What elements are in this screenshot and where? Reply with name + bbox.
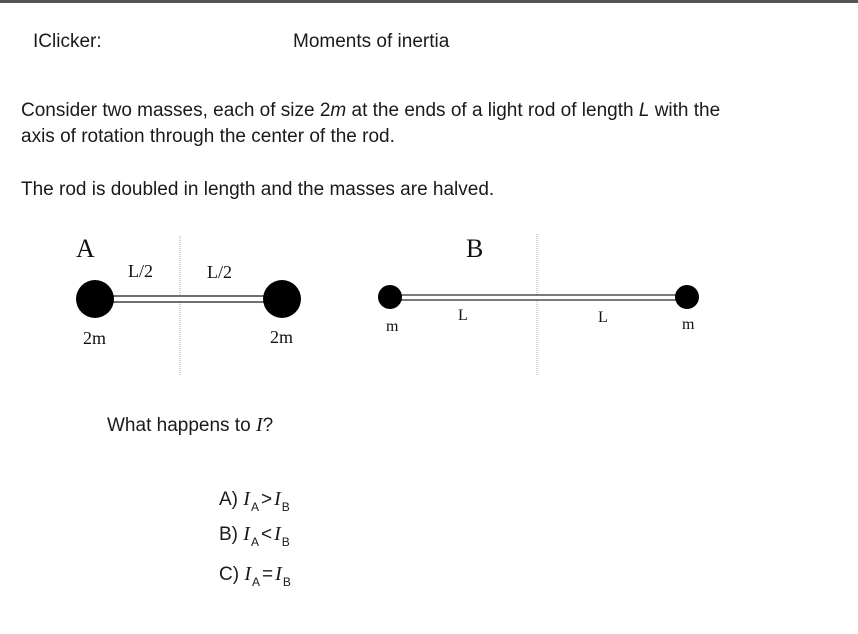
rod-a <box>96 296 282 302</box>
diagram-a-left-mass: 2m <box>83 328 107 348</box>
rod-b <box>390 295 687 300</box>
diagram-a-right-length: L/2 <box>207 262 232 282</box>
iclicker-label: IClicker: <box>33 31 102 52</box>
intro-line-1: Consider two masses, each of size 2m at the ends of a light rod of length L with the <box>21 100 721 121</box>
mass-b-right <box>675 285 699 309</box>
diagram-a-right-mass: 2m <box>270 327 294 347</box>
diagram-b-right-mass: m <box>682 316 695 333</box>
diagram-b-left-mass: m <box>386 318 399 335</box>
mass-a-left <box>76 280 114 318</box>
diagram-a-left-length: L/2 <box>128 261 153 281</box>
diagram-b <box>378 234 699 376</box>
intro-line-2: axis of rotation through the center of the rod. <box>21 126 395 147</box>
intro-line-3: The rod is doubled in length and the masses are halved. <box>21 179 495 200</box>
answer-option-b[interactable]: B) $I_A < I_B$ <box>219 523 290 549</box>
diagram-b-left-length: L <box>458 307 468 324</box>
diagram-a-label: A <box>76 234 95 263</box>
mass-a-right <box>263 280 301 318</box>
diagram-b-label: B <box>466 234 484 263</box>
diagram-b-right-length: L <box>598 309 608 326</box>
answer-option-a[interactable]: A) $I_A > I_B$ <box>219 488 290 514</box>
answer-option-c[interactable]: C) $I_A = I_B$ <box>219 563 291 589</box>
slide-title: Moments of inertia <box>293 31 450 52</box>
diagram-a <box>76 234 301 376</box>
question-text: What happens to I? <box>107 414 274 436</box>
mass-b-left <box>378 285 402 309</box>
